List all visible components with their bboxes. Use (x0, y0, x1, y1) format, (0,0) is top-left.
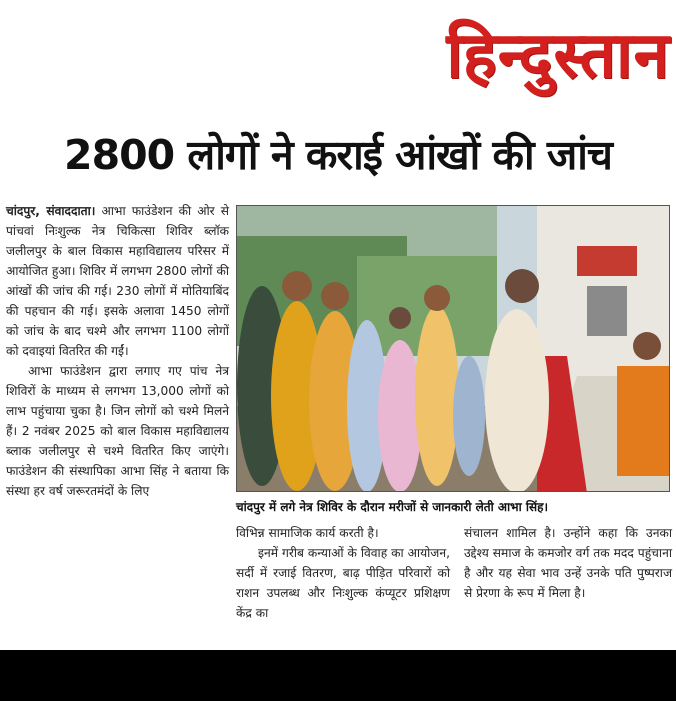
article-headline: 2800 लोगों ने कराई आंखों की जांच (64, 131, 612, 179)
photo-caption: चांदपुर में लगे नेत्र शिविर के दौरान मरीजों से जानकारी लेती आभा सिंह। (236, 499, 548, 514)
article-column-left (6, 201, 229, 501)
headline-area (0, 112, 676, 196)
paragraph-4: इनमें गरीब कन्याओं के विवाह का आयोजन, सर्दी में रजाई वितरण, बाढ़ पीड़ित परिवारों को राशन उपलब्ध और निःशुल्क कंप्यूटर प्रशिक्षण केंद्र का (236, 546, 450, 620)
eye-camp-photo-illustration (237, 206, 670, 492)
article-column-right (464, 523, 672, 603)
newspaper-logo: हिन्दुस्तान (446, 18, 670, 93)
masthead (0, 0, 676, 112)
article-photo (236, 205, 670, 492)
paragraph-2: आभा फाउंडेशन द्वारा लगाए गए पांच नेत्र शिविरों के माध्यम से लगभग 13,000 लोगों को लाभ पहुंचाया चुका है। जिन लोगों को चश्मे मिलने हैं। 2 नवंबर 2025 को बाल विकास महाविद्यालय ब्लाक जलीलपुर से चश्मे वितरित किए जाएंगे। फाउंडेशन की संस्थापिका आभा सिंह ने बताया कि संस्था हर वर्ष जरूरतमंदों के लिए (6, 364, 229, 498)
dateline: चांदपुर, संवाददाता। (6, 204, 96, 218)
article-column-middle (236, 523, 450, 623)
paragraph-5: संचालन शामिल है। उन्होंने कहा कि उनका उद्देश्य समाज के कमजोर वर्ग तक मदद पहुंचाना है और यह सेवा भाव उन्हें उनके पति पुष्पराज से प्रेरणा के रूप में मिला है। (464, 526, 672, 600)
paragraph-1 (6, 201, 229, 361)
bottom-black-bar (0, 650, 676, 701)
paragraph-3: विभिन्न सामाजिक कार्य करती है। (236, 526, 379, 540)
paragraph-1-text: आभा फाउंडेशन की ओर से पांचवां निःशुल्क नेत्र चिकित्सा शिविर ब्लॉक जलीलपुर के बाल विकास महाविद्यालय परिसर में आयोजित हुआ। शिविर में लगभग 2800 लोगों की आंखों की जांच की गई। 230 लोगों में मोतियाबिंद की पहचान की गई। इसके अलावा 1450 लोगों को जांच के बाद चश्मे और लगभग 1100 लोगों को दवाइयां वितरित की गईं। (6, 204, 229, 358)
